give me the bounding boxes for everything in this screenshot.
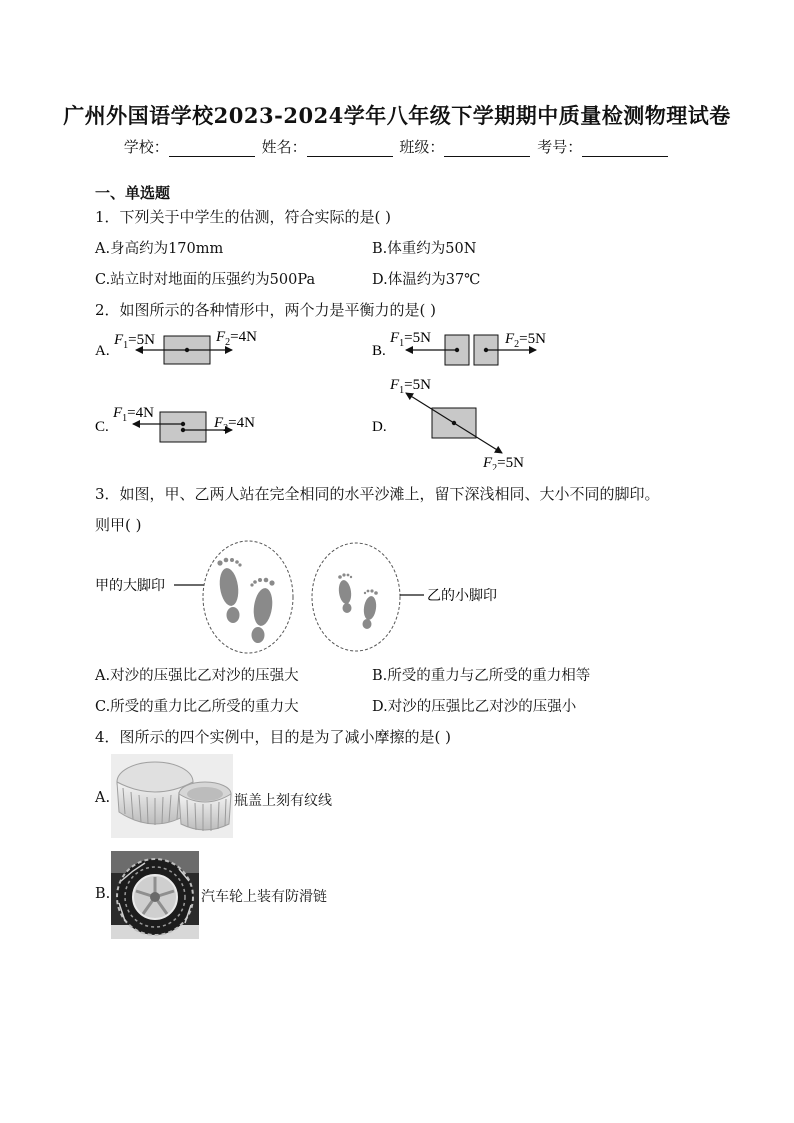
q3-label-right: 乙的小脚印 — [427, 589, 497, 604]
q4-a-caption: 瓶盖上刻有纹线 — [234, 793, 332, 809]
q1-option-b: B.体重约为50N — [372, 241, 477, 257]
q4-b-caption: 汽车轮上装有防滑链 — [201, 889, 327, 905]
name-label: 姓名： — [261, 138, 307, 156]
q4-stem: 4．图所示的四个实例中，目的是为了减小摩擦的是( ) — [95, 728, 452, 746]
name-blank[interactable] — [307, 142, 393, 157]
q3-stem-line2: 则甲( ) — [95, 516, 142, 534]
q3-oval-left — [203, 541, 293, 653]
q2-stem: 2．如图所示的各种情形中，两个力是平衡力的是( ) — [95, 301, 437, 319]
student-info-line — [0, 136, 794, 157]
q1-stem: 1．下列关于中学生的估测，符合实际的是( ) — [95, 208, 392, 226]
q1-option-c: C.站立时对地面的压强约为500Pa — [95, 272, 316, 288]
q3-stem-line1: 3．如图，甲、乙两人站在完全相同的水平沙滩上，留下深浅相同、大小不同的脚印。 — [95, 485, 660, 503]
q2-diagrams — [0, 320, 794, 470]
q4-letter-b: B. — [95, 886, 111, 902]
q2-d-f1: $F_1=5N$ — [390, 377, 431, 396]
tire-snow-chain-photo — [111, 851, 199, 939]
q2-d-f2: $F_2=5N$ — [483, 455, 524, 470]
q4-letter-a: A. — [95, 790, 111, 806]
q2-b-f2: $F_2=5N$ — [505, 331, 546, 350]
exam-number-blank[interactable] — [582, 142, 668, 157]
page-title: 广州外国语学校2023-2024学年八年级下学期期中质量检测物理试卷 — [63, 103, 731, 128]
q3-label-left: 甲的大脚印 — [95, 579, 165, 594]
school-blank[interactable] — [169, 142, 255, 157]
section-heading: 一、单选题 — [95, 184, 171, 202]
class-blank[interactable] — [444, 142, 530, 157]
q2-letter-b: B. — [372, 343, 386, 359]
q1-option-a: A.身高约为170mm — [95, 241, 224, 257]
q3-oval-right — [312, 543, 400, 651]
q2-letter-c: C. — [95, 419, 109, 435]
q2-c-f1: $F_1=4N$ — [113, 405, 154, 424]
q3-option-a: A.对沙的压强比乙对沙的压强大 — [95, 668, 299, 684]
bottle-caps-photo — [111, 754, 233, 838]
q3-option-b: B.所受的重力与乙所受的重力相等 — [372, 668, 591, 684]
q2-c-box — [160, 412, 206, 442]
q2-letter-a: A. — [95, 343, 110, 359]
school-label: 学校： — [123, 138, 169, 156]
exam-number-label: 考号： — [537, 138, 583, 156]
q3-footprint-figure — [0, 535, 794, 660]
q2-b-f1: $F_1=5N$ — [390, 330, 431, 349]
class-label: 班级： — [399, 138, 445, 156]
q2-c-f2: $F_2=4N$ — [214, 415, 255, 434]
q2-letter-d: D. — [372, 419, 387, 435]
q1-option-d: D.体温约为37℃ — [372, 272, 481, 288]
q2-a-f1: $F_1=5N$ — [114, 332, 155, 351]
q3-option-c: C.所受的重力比乙所受的重力大 — [95, 699, 299, 715]
q2-a-f2: $F_2=4N$ — [216, 329, 257, 348]
q3-option-d: D.对沙的压强比乙对沙的压强小 — [372, 699, 577, 715]
